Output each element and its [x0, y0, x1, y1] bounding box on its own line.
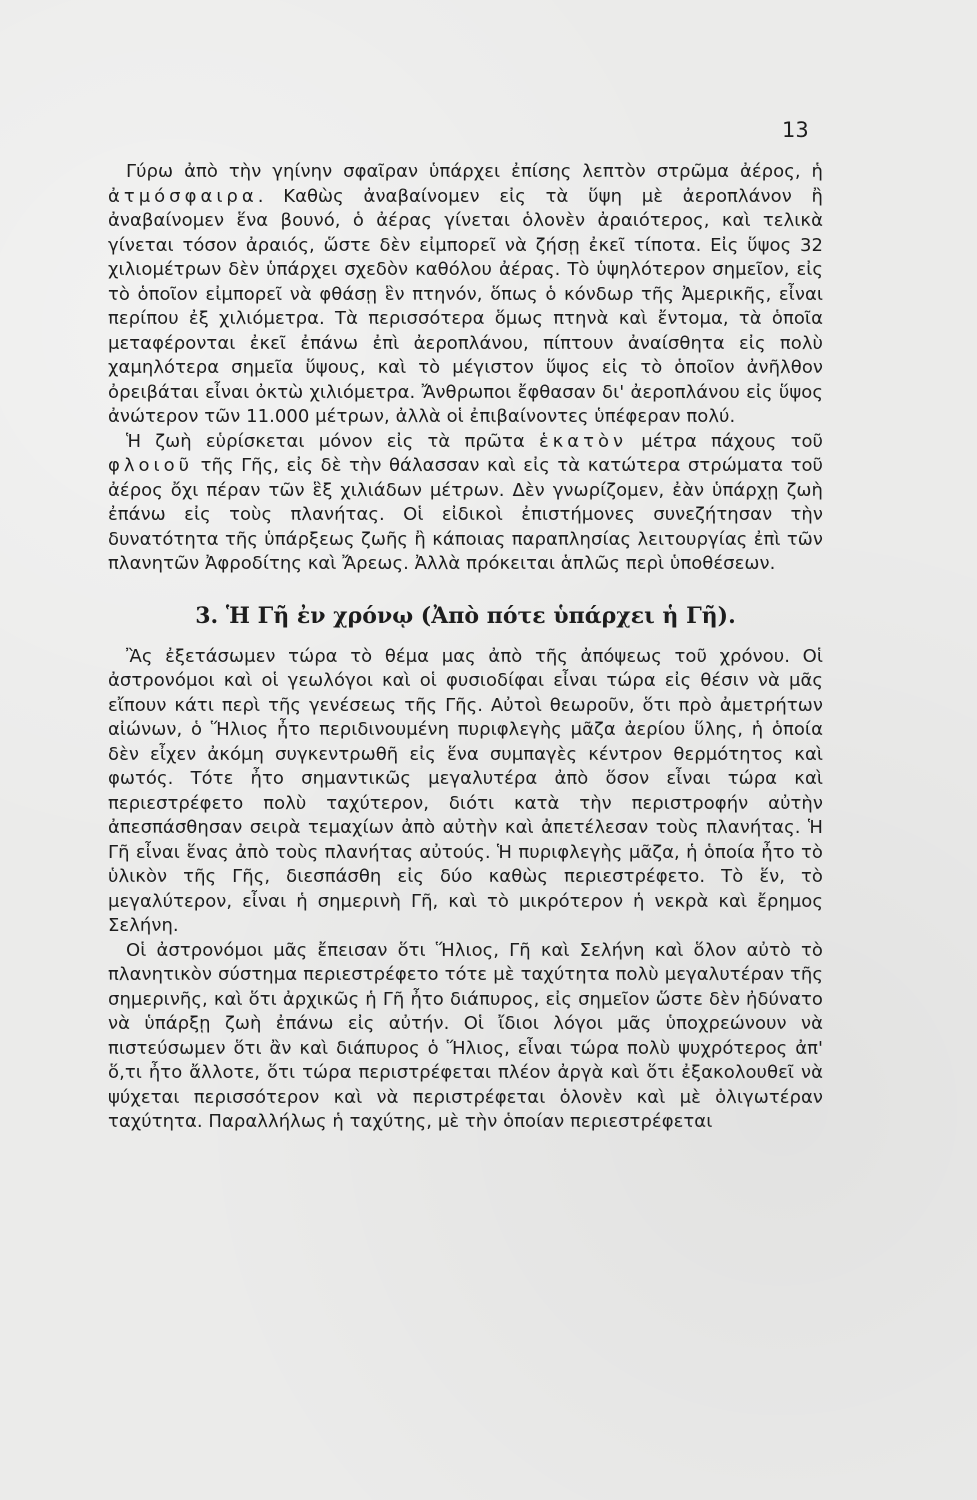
paragraph-text: μέτρα πάχους τοῦ [641, 430, 823, 452]
spaced-word: φλοιοῦ [108, 455, 194, 476]
section-title: 3. Ἡ Γῆ ἐν χρόνῳ (Ἀπὸ πότε ὑπάρχει ἡ Γῆ). [195, 602, 736, 629]
paragraph-planetary-system: Οἱ ἀστρονόμοι μᾶς ἔπεισαν ὅτι Ἥλιος, Γῆ καὶ Σελήνη καὶ ὅλον αὐτὸ τὸ πλανητικὸν σύστημα περιεστρέφετο τότε μὲ ταχύτητα πολὺ μεγαλυτέραν τῆς σημερινῆς, καὶ ὅτι ἀρχικῶς ἡ Γῆ ἦτο διάπυρος, εἰς σημεῖον ὥστε δὲν ἠδύνατο νὰ ὑπάρξῃ ζωὴ ἐπάνω εἰς αὐτήν. Οἱ ἴδιοι λόγοι μᾶς ὑποχρεώνουν νὰ πιστεύσωμεν ὅτι ἂν καὶ διάπυρος ὁ Ἥλιος, εἶναι τώρα πολὺ ψυχρότερος ἀπ' ὅ,τι ἦτο ἄλλοτε, ὅτι τώρα περιστρέφεται πλέον ἀργὰ καὶ ὅτι ἐξακολουθεῖ νὰ ψύχεται περισσότερον καὶ νὰ περιστρέφεται ὁλονὲν καὶ μὲ ὀλιγωτέραν ταχύτητα. Παραλλήλως ἡ ταχύτης, μὲ τὴν ὁποίαν περιεστρέφεται [108, 939, 823, 1132]
paragraph-text: Ἡ ζωὴ εὑρίσκεται μόνον εἰς τὰ πρῶτα [126, 430, 525, 452]
spaced-word: ἑκατὸν [538, 430, 628, 452]
spaced-word: ἀτμόσφαιρα [108, 185, 258, 207]
paragraph-text: Γύρω ἀπὸ τὴν γηίνην σφαῖραν ὑπάρχει ἐπίσης λεπτὸν στρῶμα ἀέρος, ἡ [126, 161, 823, 182]
paragraph-atmosphere [108, 160, 823, 430]
paragraph-text: τῆς Γῆς, εἰς δὲ τὴν θάλασσαν καὶ εἰς τὰ κατώτερα στρώματα τοῦ ἀέρος ὄχι πέραν τῶν ἓξ χιλιάδων μέτρων. Δὲν γνωρίζομεν, ἐὰν ὑπάρχῃ ζωὴ ἐπάνω εἰς τοὺς πλανήτας. Οἱ εἰδικοὶ ἐπιστήμονες συνεζήτησαν τὴν δυνατότητα τῆς ὑπάρξεως ζωῆς ἢ κάποιας παραπλησίας λειτουργίας ἐπὶ τῶν πλανητῶν Ἀφροδίτης καὶ Ἄρεως. Ἀλλὰ πρόκειται ἁπλῶς περὶ ὑποθέσεων. [108, 455, 824, 574]
text-column [108, 160, 823, 1135]
paragraph-earth-origin: Ἂς ἐξετάσωμεν τώρα τὸ θέμα μας ἀπὸ τῆς ἀπόψεως τοῦ χρόνου. Οἱ ἀστρονόμοι καὶ οἱ γεωλόγοι καὶ οἱ φυσιοδίφαι εἶναι τώρα εἰς θέσιν νὰ μᾶς εἴπουν κάτι περὶ τῆς γενέσεως τῆς Γῆς. Αὐτοὶ θεωροῦν, ὅτι πρὸ ἀμετρήτων αἰώνων, ὁ Ἥλιος ἦτο περιδινουμένη πυριφλεγὴς μᾶζα ἀερίου ὕλης, ἡ ὁποία δὲν εἶχεν ἀκόμη συγκεντρωθῆ εἰς ἕνα συμπαγὲς κέντρον θερμότητος καὶ φωτός. Τότε ἦτο σημαντικῶς μεγαλυτέρα ἀπὸ ὅσον εἶναι τώρα καὶ περιεστρέφετο πολὺ ταχύτερον, διότι κατὰ τὴν περιστροφήν αὐτὴν ἀπεσπάσθησαν σειρὰ τεμαχίων ἀπὸ αὐτὴν καὶ ἀπετέλεσαν τοὺς πλανήτας. Ἡ Γῆ εἶναι ἕνας ἀπὸ τοὺς πλανήτας αὐτούς. Ἡ πυριφλεγὴς μᾶζα, ἡ ὁποία ἦτο τὸ ὑλικὸν τῆς Γῆς, διεσπάσθη εἰς δύο καθὼς περιεστρέφετο. Τὸ ἕν, τὸ μεγαλύτερον, εἶναι ἡ σημερινὴ Γῆ, καὶ τὸ μικρότερον ἡ νεκρὰ καὶ ἔρημος Σελήνη. [108, 645, 823, 936]
paragraph-text: . Καθὼς ἀναβαίνομεν εἰς τὰ ὕψη μὲ ἀεροπλάνον ἢ ἀναβαίνομεν ἕνα βουνό, ὁ ἀέρας γίνεται ὁλονὲν ἀραιότερος, καὶ τελικὰ γίνεται τόσον ἀραιός, ὥστε δὲν εἰμπορεῖ νὰ ζήσῃ ἐκεῖ τίποτα. Εἰς ὕψος 32 χιλιομέτρων δὲν ὑπάρχει σχεδὸν καθόλου ἀέρας. Τὸ ὑψηλότερον σημεῖον, εἰς τὸ ὁποῖον εἰμπορεῖ νὰ φθάσῃ ἓν πτηνόν, ὅπως ὁ κόνδωρ τῆς Ἀμερικῆς, εἶναι περίπου ἐξ χιλιόμετρα. Τὰ περισσότερα ὅμως πτηνὰ καὶ ἔντομα, τὰ ὁποῖα μεταφέρονται ἐκεῖ ἐπάνω ἐπὶ ἀεροπλάνου, πίπτουν ἀναίσθητα εἰς πολὺ χαμηλότερα σημεῖα ὕψους, καὶ τὸ μέγιστον ὕψος εἰς τὸ ὁποῖον ἀνῆλθον ὀρειβάται εἶναι ὀκτὼ χιλιόμετρα. Ἄνθρωποι ἔφθασαν δι' ἀεροπλάνου εἰς ὕψος ἀνώτερον τῶν 11.000 μέτρων, ἀλλὰ οἱ ἐπιβαίνοντες ὑπέφεραν πολύ. [108, 185, 823, 427]
page-number: 13 [782, 118, 809, 142]
paragraph-life [108, 430, 823, 577]
